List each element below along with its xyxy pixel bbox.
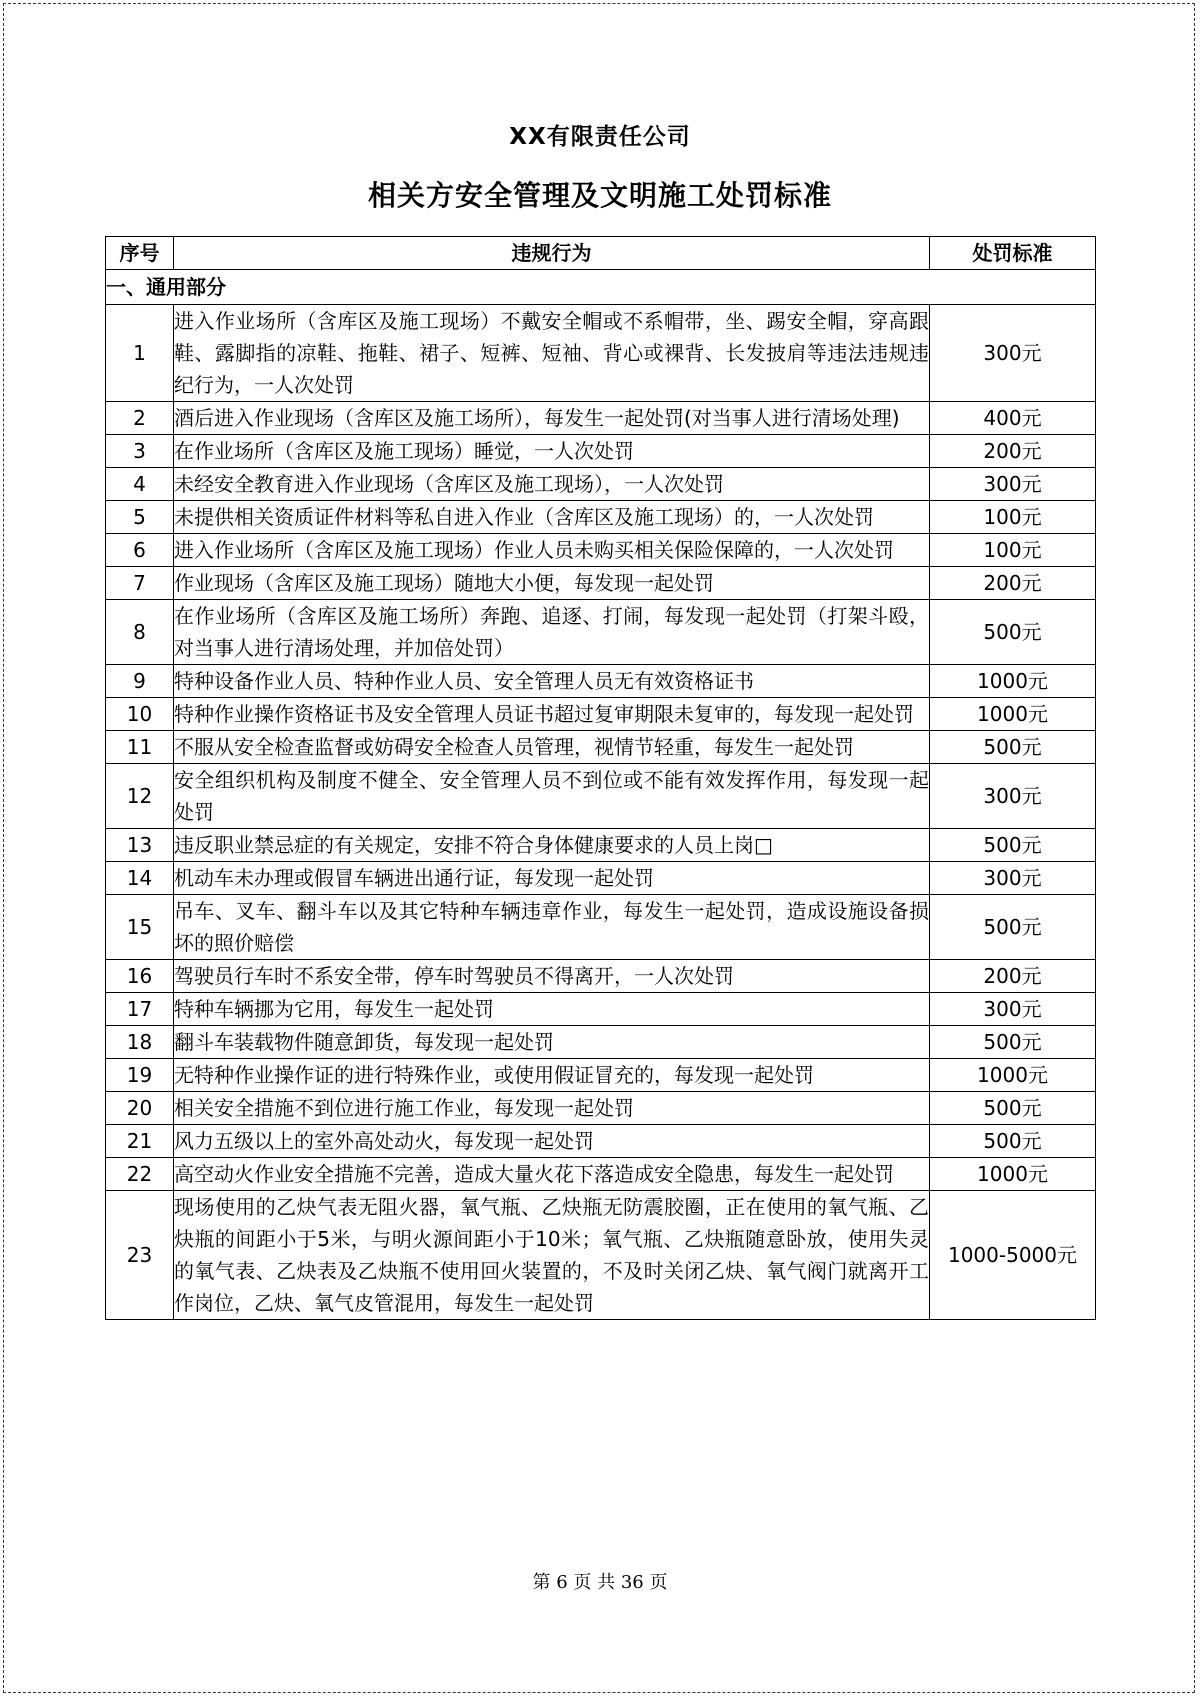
row-penalty: 200元 <box>930 567 1096 600</box>
row-violation: 未提供相关资质证件材料等私自进入作业（含库区及施工现场）的，一人次处罚 <box>174 501 930 534</box>
table-row <box>106 1026 1096 1059</box>
row-violation: 相关安全措施不到位进行施工作业，每发现一起处罚 <box>174 1092 930 1125</box>
table-row <box>106 829 1096 862</box>
row-violation: 违反职业禁忌症的有关规定，安排不符合身体健康要求的人员上岗□ <box>174 829 930 862</box>
table-row <box>106 600 1096 665</box>
row-violation: 不服从安全检查监督或妨碍安全检查人员管理，视情节轻重，每发生一起处罚 <box>174 731 930 764</box>
table-row <box>106 960 1096 993</box>
row-violation: 进入作业场所（含库区及施工现场）作业人员未购买相关保险保障的，一人次处罚 <box>174 534 930 567</box>
header-penalty: 处罚标准 <box>930 237 1096 270</box>
section-row <box>106 270 1096 305</box>
company-name: XX有限责任公司 <box>509 124 691 150</box>
row-number: 3 <box>106 435 174 468</box>
table-row <box>106 764 1096 829</box>
row-number: 12 <box>106 764 174 829</box>
header-number: 序号 <box>106 237 174 270</box>
row-violation: 吊车、叉车、翻斗车以及其它特种车辆违章作业，每发生一起处罚，造成设施设备损坏的照价赔偿 <box>174 895 930 960</box>
row-number: 6 <box>106 534 174 567</box>
row-violation: 特种设备作业人员、特种作业人员、安全管理人员无有效资格证书 <box>174 665 930 698</box>
table-row <box>106 993 1096 1026</box>
table-row <box>106 402 1096 435</box>
row-violation: 作业现场（含库区及施工现场）随地大小便，每发现一起处罚 <box>174 567 930 600</box>
table-row <box>106 1125 1096 1158</box>
row-violation: 特种车辆挪为它用，每发生一起处罚 <box>174 993 930 1026</box>
table-row <box>106 501 1096 534</box>
row-penalty: 300元 <box>930 764 1096 829</box>
row-number: 10 <box>106 698 174 731</box>
row-penalty: 300元 <box>930 468 1096 501</box>
header-violation: 违规行为 <box>174 237 930 270</box>
row-number: 18 <box>106 1026 174 1059</box>
table-row <box>106 731 1096 764</box>
table-row <box>106 468 1096 501</box>
row-number: 9 <box>106 665 174 698</box>
row-penalty: 300元 <box>930 993 1096 1026</box>
row-number: 23 <box>106 1191 174 1320</box>
table-row <box>106 305 1096 402</box>
table-row <box>106 698 1096 731</box>
table-row <box>106 534 1096 567</box>
row-violation: 安全组织机构及制度不健全、安全管理人员不到位或不能有效发挥作用，每发现一起处罚 <box>174 764 930 829</box>
table-row <box>106 862 1096 895</box>
row-number: 7 <box>106 567 174 600</box>
row-number: 2 <box>106 402 174 435</box>
row-violation: 风力五级以上的室外高处动火，每发现一起处罚 <box>174 1125 930 1158</box>
table-row <box>106 1059 1096 1092</box>
row-penalty: 300元 <box>930 305 1096 402</box>
row-number: 22 <box>106 1158 174 1191</box>
row-violation: 进入作业场所（含库区及施工现场）不戴安全帽或不系帽带，坐、踢安全帽，穿高跟鞋、露脚指的凉鞋、拖鞋、裙子、短裤、短袖、背心或裸背、长发披肩等违法违规违纪行为，一人次处罚 <box>174 305 930 402</box>
row-penalty: 500元 <box>930 829 1096 862</box>
row-number: 8 <box>106 600 174 665</box>
table-row <box>106 1092 1096 1125</box>
row-penalty: 500元 <box>930 895 1096 960</box>
table-row <box>106 1191 1096 1320</box>
row-penalty: 500元 <box>930 1125 1096 1158</box>
row-penalty: 1000元 <box>930 1158 1096 1191</box>
row-penalty: 200元 <box>930 435 1096 468</box>
row-number: 21 <box>106 1125 174 1158</box>
row-violation: 在作业场所（含库区及施工现场）睡觉，一人次处罚 <box>174 435 930 468</box>
row-number: 19 <box>106 1059 174 1092</box>
row-violation: 驾驶员行车时不系安全带，停车时驾驶员不得离开，一人次处罚 <box>174 960 930 993</box>
row-number: 20 <box>106 1092 174 1125</box>
table-header-row <box>106 237 1096 270</box>
row-number: 15 <box>106 895 174 960</box>
row-number: 5 <box>106 501 174 534</box>
row-violation: 特种作业操作资格证书及安全管理人员证书超过复审期限未复审的，每发现一起处罚 <box>174 698 930 731</box>
row-violation: 高空动火作业安全措施不完善，造成大量火花下落造成安全隐患，每发生一起处罚 <box>174 1158 930 1191</box>
row-number: 11 <box>106 731 174 764</box>
row-violation: 翻斗车装载物件随意卸货，每发现一起处罚 <box>174 1026 930 1059</box>
row-penalty: 100元 <box>930 501 1096 534</box>
row-penalty: 1000元 <box>930 665 1096 698</box>
row-violation: 机动车未办理或假冒车辆进出通行证，每发现一起处罚 <box>174 862 930 895</box>
row-penalty: 1000元 <box>930 1059 1096 1092</box>
penalty-table <box>105 236 1096 1320</box>
row-violation: 无特种作业操作证的进行特殊作业，或使用假证冒充的，每发现一起处罚 <box>174 1059 930 1092</box>
row-penalty: 500元 <box>930 1026 1096 1059</box>
row-violation: 酒后进入作业现场（含库区及施工场所），每发生一起处罚(对当事人进行清场处理) <box>174 402 930 435</box>
document-title: 相关方安全管理及文明施工处罚标准 <box>367 179 832 212</box>
table-row <box>106 665 1096 698</box>
row-number: 13 <box>106 829 174 862</box>
row-penalty: 1000元 <box>930 698 1096 731</box>
row-number: 14 <box>106 862 174 895</box>
row-penalty: 400元 <box>930 402 1096 435</box>
row-violation: 现场使用的乙炔气表无阻火器，氧气瓶、乙炔瓶无防震胶圈，正在使用的氧气瓶、乙炔瓶的间距小于5米，与明火源间距小于10米；氧气瓶、乙炔瓶随意卧放，使用失灵的氧气表、乙炔表及乙炔瓶不使用回火装置的，不及时关闭乙炔、氧气阀门就离开工作岗位，乙炔、氧气皮管混用，每发生一起处罚 <box>174 1191 930 1320</box>
page-footer: 第 6 页 共 36 页 <box>532 1572 668 1593</box>
row-number: 16 <box>106 960 174 993</box>
row-number: 1 <box>106 305 174 402</box>
row-penalty: 500元 <box>930 731 1096 764</box>
row-violation: 在作业场所（含库区及施工场所）奔跑、追逐、打闹，每发现一起处罚（打架斗殴，对当事人进行清场处理，并加倍处罚） <box>174 600 930 665</box>
row-penalty: 100元 <box>930 534 1096 567</box>
row-penalty: 500元 <box>930 1092 1096 1125</box>
table-row <box>106 567 1096 600</box>
section-title: 一、通用部分 <box>106 270 1096 305</box>
row-penalty: 300元 <box>930 862 1096 895</box>
table-row <box>106 1158 1096 1191</box>
table-row <box>106 895 1096 960</box>
row-penalty: 500元 <box>930 600 1096 665</box>
row-violation: 未经安全教育进入作业现场（含库区及施工现场），一人次处罚 <box>174 468 930 501</box>
row-penalty: 1000-5000元 <box>930 1191 1096 1320</box>
table-row <box>106 435 1096 468</box>
row-number: 17 <box>106 993 174 1026</box>
row-penalty: 200元 <box>930 960 1096 993</box>
row-number: 4 <box>106 468 174 501</box>
